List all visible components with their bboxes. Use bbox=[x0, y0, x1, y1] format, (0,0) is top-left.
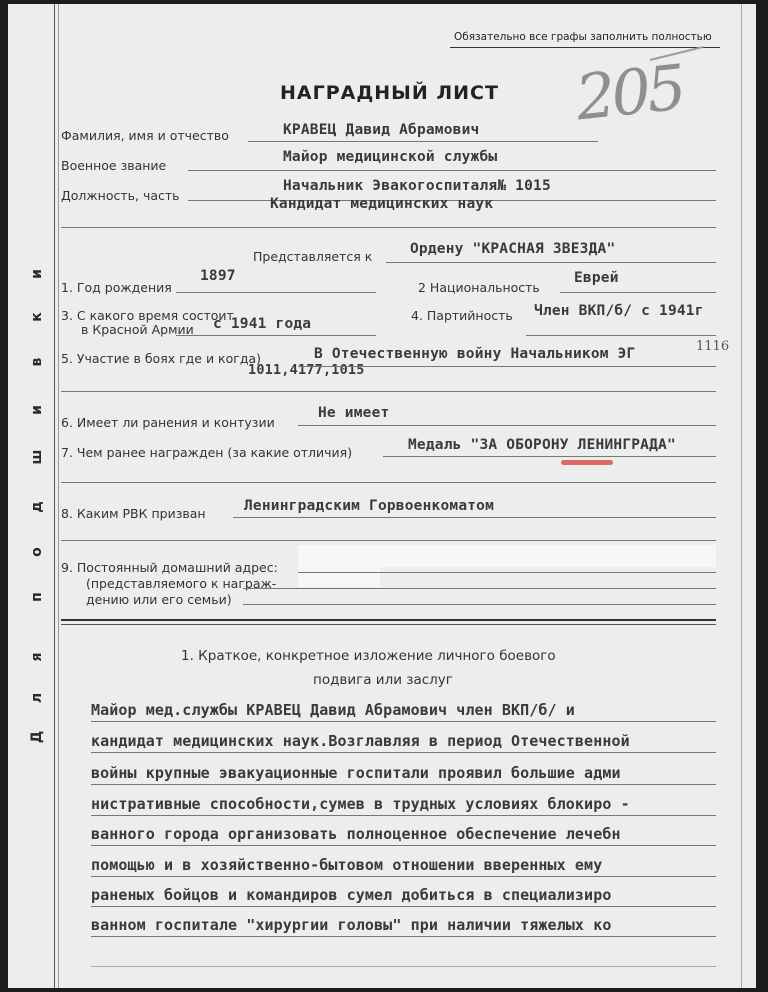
body-ruler bbox=[91, 845, 716, 846]
body-ruler bbox=[91, 815, 716, 816]
awards-underline bbox=[383, 456, 716, 457]
nationality-label: 2 Национальность bbox=[418, 280, 540, 295]
section-separator bbox=[61, 619, 716, 621]
birth-value: 1897 bbox=[200, 268, 236, 284]
army-label-2: в Красной Армии bbox=[81, 322, 194, 337]
army-value: с 1941 года bbox=[213, 316, 312, 332]
presented-value: Ордену "КРАСНАЯ ЗВЕЗДА" bbox=[410, 241, 616, 257]
address-redacted-block-2 bbox=[298, 567, 380, 587]
position-label: Должность, часть bbox=[61, 188, 180, 203]
body-ruler bbox=[91, 966, 716, 967]
address-label-1: 9. Постоянный домашний адрес: bbox=[61, 560, 278, 575]
army-label-1: 3. С какого время состоит bbox=[61, 308, 234, 323]
address-label-2: (представляемого к награж- bbox=[86, 576, 277, 591]
party-underline bbox=[526, 335, 716, 336]
side-letter: Д bbox=[29, 730, 45, 744]
awards-label: 7. Чем ранее награжден (за какие отличия) bbox=[61, 445, 353, 460]
side-letter: л bbox=[29, 692, 45, 704]
name-label: Фамилия, имя и отчество bbox=[61, 128, 229, 143]
body-line: раненых бойцов и командиров сумел добиться в специализиро bbox=[91, 886, 612, 904]
address-underline-1 bbox=[298, 572, 716, 573]
handwritten-number: 205 bbox=[572, 50, 686, 135]
battles-underline-2 bbox=[61, 391, 716, 392]
army-underline bbox=[176, 335, 376, 336]
page-title: НАГРАДНЫЙ ЛИСТ bbox=[280, 82, 499, 104]
wounds-underline bbox=[298, 425, 716, 426]
body-ruler bbox=[91, 784, 716, 785]
margin-line bbox=[54, 4, 55, 988]
body-ruler bbox=[91, 906, 716, 907]
position-value-1: Начальник Эвакогоспиталя№ 1015 bbox=[283, 178, 551, 194]
body-ruler bbox=[91, 752, 716, 753]
body-ruler bbox=[91, 876, 716, 877]
body-line: войны крупные эвакуационные госпитали проявил большие адми bbox=[91, 764, 621, 782]
side-letter: ш bbox=[29, 449, 45, 465]
birth-underline bbox=[176, 292, 376, 293]
side-letter: я bbox=[29, 652, 45, 662]
header-note: Обязательно все графы заполнить полностью bbox=[454, 31, 712, 43]
wounds-value: Не имеет bbox=[318, 405, 390, 421]
award-sheet bbox=[8, 4, 756, 988]
awards-underline-2 bbox=[61, 482, 716, 483]
battles-label: 5. Участие в боях где и когда) bbox=[61, 351, 262, 366]
section-heading-2: подвига или заслуг bbox=[313, 672, 453, 688]
name-value: КРАВЕЦ Давид Абрамович bbox=[283, 122, 480, 138]
rank-value: Майор медицинской службы bbox=[283, 149, 498, 165]
position-underline-2 bbox=[61, 227, 716, 228]
address-label-3: дению или его семьи) bbox=[86, 592, 232, 607]
side-letter: и bbox=[29, 405, 45, 415]
rvk-underline-2 bbox=[61, 540, 716, 541]
side-letter: о bbox=[29, 547, 45, 557]
birth-label: 1. Год рождения bbox=[61, 280, 172, 295]
body-line: нистративные способности,сумев в трудных условиях блокиро - bbox=[91, 795, 630, 813]
party-label: 4. Партийность bbox=[411, 308, 513, 323]
side-letter: в bbox=[29, 357, 45, 367]
battles-value-2: 1011,4177,1015 bbox=[248, 362, 365, 378]
party-value: Член ВКП/б/ с 1941г bbox=[534, 303, 704, 319]
rvk-value: Ленинградским Горвоенкоматом bbox=[244, 498, 495, 514]
side-letter: д bbox=[29, 501, 45, 513]
margin-line-inner bbox=[58, 4, 59, 988]
address-redacted-block bbox=[298, 545, 716, 567]
presented-underline bbox=[386, 262, 716, 263]
address-underline-3 bbox=[243, 604, 716, 605]
side-letter: к bbox=[29, 312, 45, 322]
nationality-underline bbox=[560, 292, 716, 293]
rvk-underline bbox=[233, 517, 716, 518]
body-ruler bbox=[91, 936, 716, 937]
body-line: кандидат медицинских наук.Возглавляя в период Отечественной bbox=[91, 732, 630, 750]
wounds-label: 6. Имеет ли ранения и контузии bbox=[61, 415, 275, 430]
body-line: помощью и в хозяйственно-бытовом отношении вверенных ему bbox=[91, 856, 603, 874]
section-heading-1: 1. Краткое, конкретное изложение личного боевого bbox=[181, 648, 556, 664]
side-letter: п bbox=[29, 592, 45, 602]
name-underline bbox=[248, 141, 598, 142]
awards-value: Медаль "ЗА ОБОРОНУ ЛЕНИНГРАДА" bbox=[408, 437, 676, 453]
section-separator-2 bbox=[61, 624, 716, 625]
body-ruler bbox=[91, 721, 716, 722]
body-line: Майор мед.службы КРАВЕЦ Давид Абрамович член ВКП/б/ и bbox=[91, 701, 575, 719]
battles-value-handwritten: 1116 bbox=[696, 339, 730, 354]
rvk-label: 8. Каким РВК призван bbox=[61, 506, 206, 521]
handwritten-stroke bbox=[648, 44, 708, 64]
rank-label: Военное звание bbox=[61, 158, 167, 173]
body-line: ванного города организовать полноценное обеспечение лечебн bbox=[91, 825, 621, 843]
body-line: ванном госпитале "хирургии головы" при наличии тяжелых ко bbox=[91, 916, 612, 934]
presented-label: Представляется к bbox=[253, 249, 373, 264]
red-underline-mark bbox=[561, 460, 613, 465]
side-letter: и bbox=[29, 269, 45, 279]
position-value-2: Кандидат медицинских наук bbox=[270, 196, 494, 212]
right-edge-line bbox=[741, 4, 742, 988]
battles-underline bbox=[298, 366, 716, 367]
address-underline-2 bbox=[243, 588, 716, 589]
battles-value: В Отечественную войну Начальником ЭГ bbox=[314, 346, 636, 362]
nationality-value: Еврей bbox=[574, 270, 619, 286]
rank-underline bbox=[188, 170, 716, 171]
